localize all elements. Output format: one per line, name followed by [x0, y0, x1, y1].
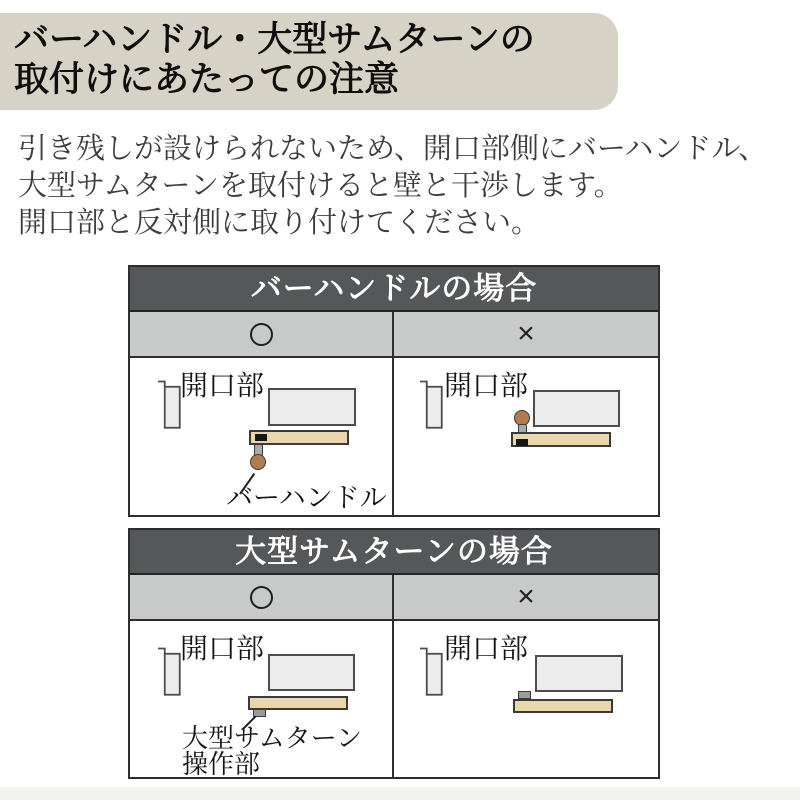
- diagram-ng-thumb-turn: [394, 621, 658, 777]
- thumb-turn-diagram-row: [130, 621, 658, 777]
- thumb-turn-label-line2: 操作部: [182, 749, 261, 779]
- ng-cross-symbol: ×: [517, 580, 535, 613]
- ok-header-cell: [130, 312, 394, 358]
- bar-handle-table-title: バーハンドルの場合: [130, 267, 658, 312]
- wall-jamb-shape: [420, 645, 446, 699]
- page-title-line-1: バーハンドル・大型サムターンの: [14, 20, 535, 59]
- page-title-line-2: 取付けにあたっての注意: [14, 60, 400, 99]
- thumb-turn-knob: [518, 691, 531, 699]
- thumb-turn-symbol-row: [130, 575, 658, 621]
- bar-handle-ball: [250, 454, 266, 470]
- bar-handle-label: バーハンドル: [226, 483, 387, 513]
- opening-label: 開口部: [444, 633, 529, 664]
- bar-handle-symbol-row: [130, 312, 658, 358]
- ng-cross-symbol: ×: [517, 317, 535, 350]
- door-panel: [535, 655, 623, 692]
- thumb-turn-label-line1: 大型サムターン: [182, 723, 363, 753]
- ok-circle-symbol: [250, 323, 273, 346]
- opening-label: 開口部: [180, 633, 265, 664]
- ok-header-cell: [130, 575, 394, 621]
- door-stile-bar: [513, 699, 613, 713]
- diagram-ok-bar-handle: [130, 358, 394, 515]
- door-panel: [268, 654, 355, 691]
- thumb-turn-table-title: 大型サムターンの場合: [130, 530, 658, 575]
- diagram-ng-bar-handle: [394, 358, 658, 515]
- wall-jamb-shape: [158, 378, 184, 432]
- lock-case-mark: [516, 439, 528, 446]
- bar-handle-table: [128, 265, 660, 517]
- door-panel: [268, 388, 356, 426]
- bar-handle-diagram-row: [130, 358, 658, 515]
- intro-text: [18, 131, 767, 242]
- intro-line-3: 開口部と反対側に取り付けてください。: [18, 207, 541, 239]
- ng-header-cell: [394, 312, 658, 358]
- door-stile-bar: [249, 430, 349, 445]
- ok-circle-symbol: [250, 586, 273, 609]
- intro-line-1: 引き残しが設けられないため、開口部側にバーハンドル、: [18, 133, 768, 165]
- title-banner: [0, 13, 618, 110]
- door-panel: [533, 390, 620, 427]
- lock-case-mark: [255, 434, 267, 441]
- bottom-strip: [0, 787, 800, 800]
- intro-line-2: 大型サムターンを取付けると壁と干渉します。: [18, 170, 623, 202]
- ng-header-cell: [394, 575, 658, 621]
- thumb-turn-table: [128, 528, 660, 779]
- opening-label: 開口部: [444, 370, 529, 401]
- wall-jamb-shape: [158, 645, 184, 699]
- wall-jamb-shape: [420, 378, 446, 432]
- door-stile-bar: [248, 696, 348, 710]
- opening-label: 開口部: [180, 370, 265, 401]
- diagram-ok-thumb-turn: [130, 621, 394, 777]
- door-stile-bar: [511, 432, 611, 447]
